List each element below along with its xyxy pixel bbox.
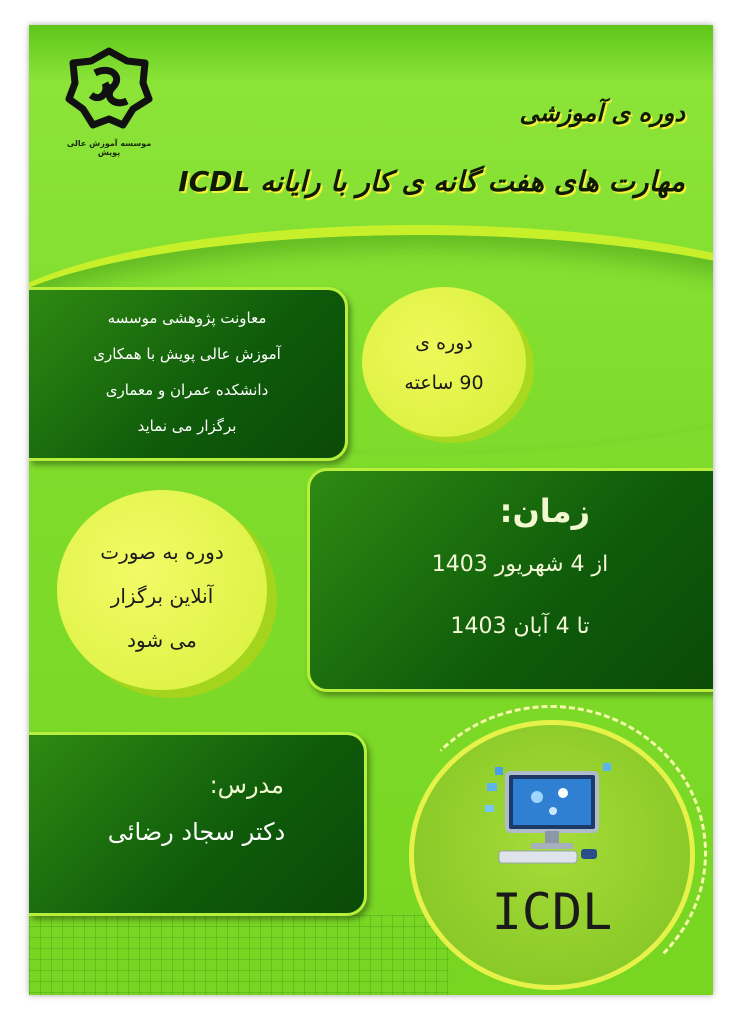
online-line: دوره به صورت	[100, 540, 224, 564]
instructor-box	[29, 732, 367, 916]
schedule-box	[307, 468, 713, 692]
course-title: مهارت های هفت گانه ی کار با رایانه ICDL	[178, 165, 685, 198]
organizer-line: معاونت پژوهشی موسسه	[107, 309, 267, 327]
instructor-name: دکتر سجاد رضائی	[107, 818, 286, 846]
organizer-box	[29, 287, 348, 461]
duration-value: 90 ساعته	[404, 372, 484, 394]
course-subtitle: دوره ی آموزشی	[519, 99, 685, 127]
schedule-start: از 4 شهریور 1403	[431, 552, 609, 577]
organizer-text	[29, 290, 345, 444]
poster	[29, 25, 713, 995]
organizer-line: برگزار می نماید	[137, 417, 237, 435]
institute-logo	[61, 43, 157, 157]
logo-emblem-icon	[61, 43, 157, 133]
duration-label: دوره ی	[415, 332, 473, 354]
icdl-badge	[409, 720, 695, 990]
schedule-end: تا 4 آبان 1403	[450, 614, 590, 639]
decorative-grid	[29, 915, 449, 995]
schedule-label: زمان:	[499, 492, 590, 530]
online-circle	[57, 490, 267, 690]
computer-icon	[477, 753, 627, 873]
logo-caption: موسسه آموزش عالی پویش	[66, 139, 152, 157]
duration-circle	[362, 287, 526, 437]
icdl-label: ICDL	[491, 883, 613, 941]
online-line: آنلاین برگزار	[110, 584, 214, 608]
organizer-line: آموزش عالی پویش با همکاری	[93, 345, 281, 363]
organizer-line: دانشکده عمران و معماری	[105, 381, 269, 399]
online-line: می شود	[127, 628, 197, 652]
instructor-label: مدرس:	[209, 771, 284, 799]
